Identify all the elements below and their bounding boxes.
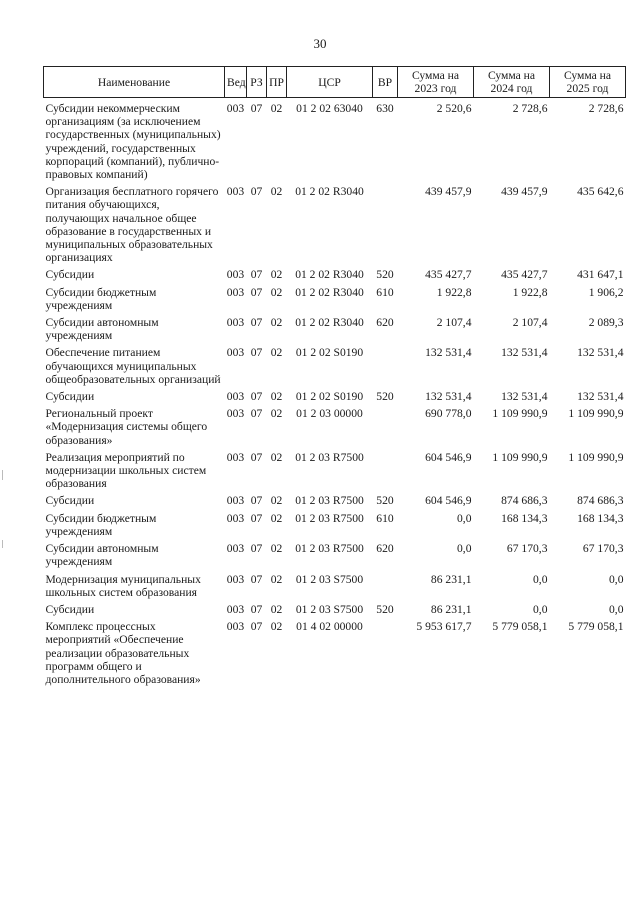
row-rz: 07 [250, 450, 263, 464]
row-pr: 02 [270, 102, 283, 115]
row-csr: 01 2 02 63040 [296, 102, 363, 115]
column-header-name: Наименование [44, 67, 225, 98]
row-ved: 003 [226, 602, 245, 616]
row-ved: 003 [226, 511, 245, 525]
row-name: Субсидии [45, 602, 95, 616]
row-vr [373, 573, 398, 599]
row-sum-2023: 0,0 [457, 542, 472, 556]
row-sum-2025: 2 089,3 [588, 316, 624, 330]
row-sum-2024: 67 170,3 [506, 542, 548, 556]
row-vr: 620 [376, 542, 394, 556]
row-rz: 07 [250, 346, 263, 360]
row-vr [373, 451, 398, 491]
column-header-vr: ВР [373, 67, 398, 98]
table-row [44, 102, 626, 181]
row-name: Субсидии [45, 390, 95, 404]
row-pr: 02 [270, 285, 283, 299]
row-rz: 07 [250, 285, 263, 299]
row-sum-2025: 1 109 990,9 [568, 450, 624, 464]
row-name: Субсидии [45, 494, 95, 508]
row-ved: 003 [226, 494, 245, 508]
row-sum-2024: 1 109 990,9 [492, 407, 548, 421]
row-rz: 07 [250, 511, 263, 525]
table-row [44, 346, 626, 386]
row-csr: 01 2 02 R3040 [295, 185, 364, 199]
row-sum-2025: 168 134,3 [577, 511, 624, 525]
row-sum-2024: 435 427,7 [501, 268, 548, 282]
row-pr: 02 [270, 572, 283, 586]
row-csr: 01 2 03 R7500 [295, 494, 364, 508]
row-vr: 520 [376, 602, 394, 616]
row-ved: 003 [226, 572, 245, 586]
row-sum-2024: 132 531,4 [501, 390, 548, 404]
row-name: Субсидии автономным учреждениям [45, 542, 159, 569]
row-rz: 07 [250, 102, 263, 115]
row-rz: 07 [250, 185, 263, 199]
row-sum-2024: 2 728,6 [512, 102, 548, 115]
row-pr: 02 [270, 390, 283, 404]
row-sum-2024: 874 686,3 [501, 494, 548, 508]
row-rz: 07 [250, 268, 263, 282]
row-vr [373, 407, 398, 447]
row-vr: 520 [376, 390, 394, 404]
table-row [44, 286, 626, 312]
table-row [44, 620, 626, 686]
row-rz: 07 [250, 620, 263, 634]
row-sum-2023: 86 231,1 [430, 572, 472, 586]
row-csr: 01 2 03 S7500 [295, 572, 364, 586]
row-sum-2023: 690 778,0 [425, 407, 472, 421]
row-rz: 07 [250, 390, 263, 404]
row-ved: 003 [226, 407, 245, 421]
row-ved: 003 [226, 542, 245, 556]
row-name: Субсидии бюджетным учреждениям [45, 511, 157, 538]
row-sum-2023: 86 231,1 [430, 602, 472, 616]
row-sum-2025: 431 647,1 [577, 268, 624, 282]
row-sum-2024: 168 134,3 [501, 511, 548, 525]
row-pr: 02 [270, 494, 283, 508]
row-sum-2025: 874 686,3 [577, 494, 624, 508]
row-name: Организация бесплатного горячего питания обучающихся, получающих начальное общее образование в государственных и муниципальных образовательных организациях [45, 185, 219, 265]
row-sum-2025: 2 728,6 [588, 102, 624, 115]
row-sum-2025: 0,0 [609, 602, 624, 616]
row-sum-2023: 0,0 [457, 511, 472, 525]
row-vr: 610 [376, 285, 394, 299]
row-sum-2025: 1 906,2 [588, 285, 624, 299]
row-csr: 01 2 03 R7500 [295, 542, 364, 556]
row-csr: 01 2 03 R7500 [295, 450, 364, 464]
row-name: Субсидии [45, 268, 95, 282]
table-body [44, 98, 626, 691]
row-vr [373, 346, 398, 386]
row-sum-2023: 2 107,4 [436, 316, 472, 330]
row-sum-2023: 439 457,9 [425, 185, 472, 199]
row-name: Обеспечение питанием обучающихся муниципальных общеобразовательных организаций [45, 346, 221, 386]
scan-artifact-mark [2, 540, 3, 548]
row-csr: 01 2 02 R3040 [295, 316, 364, 330]
row-sum-2024: 2 107,4 [512, 316, 548, 330]
table-row [44, 268, 626, 281]
column-header-sum-2023: Сумма на 2023 год [398, 67, 474, 98]
column-header-pr: ПР [267, 67, 287, 98]
row-ved: 003 [226, 620, 245, 634]
row-pr: 02 [270, 450, 283, 464]
row-pr: 02 [270, 268, 283, 282]
row-pr: 02 [270, 620, 283, 634]
row-pr: 02 [270, 542, 283, 556]
table-row [44, 390, 626, 403]
row-vr: 610 [376, 511, 394, 525]
column-header-sum-2025: Сумма на 2025 год [550, 67, 626, 98]
row-ved: 003 [226, 450, 245, 464]
row-sum-2025: 0,0 [609, 572, 624, 586]
row-csr: 01 2 02 S0190 [295, 390, 364, 404]
row-name: Модернизация муниципальных школьных систем образования [45, 572, 201, 599]
row-sum-2024: 439 457,9 [501, 185, 548, 199]
row-sum-2023: 5 953 617,7 [416, 620, 472, 634]
budget-table [43, 66, 626, 690]
row-vr [373, 620, 398, 686]
column-header-ved: Вед [225, 67, 247, 98]
row-name: Субсидии автономным учреждениям [45, 316, 159, 343]
row-csr: 01 2 03 00000 [296, 407, 363, 421]
row-pr: 02 [270, 316, 283, 330]
row-ved: 003 [226, 102, 245, 115]
row-name: Субсидии бюджетным учреждениям [45, 285, 157, 312]
row-sum-2025: 1 109 990,9 [568, 407, 624, 421]
row-sum-2025: 132 531,4 [577, 346, 624, 360]
row-sum-2024: 5 779 058,1 [492, 620, 548, 634]
row-sum-2023: 604 546,9 [425, 450, 472, 464]
row-sum-2023: 132 531,4 [425, 346, 472, 360]
table-row [44, 603, 626, 616]
row-sum-2025: 132 531,4 [577, 390, 624, 404]
row-vr: 520 [376, 268, 394, 282]
row-spacer-cell [44, 686, 626, 690]
row-csr: 01 2 03 S7500 [295, 602, 364, 616]
row-sum-2025: 5 779 058,1 [568, 620, 624, 634]
row-sum-2023: 1 922,8 [436, 285, 472, 299]
row-ved: 003 [226, 390, 245, 404]
table-row [44, 451, 626, 491]
row-rz: 07 [250, 494, 263, 508]
column-header-rz: РЗ [247, 67, 267, 98]
row-sum-2024: 132 531,4 [501, 346, 548, 360]
table-row [44, 316, 626, 342]
row-name: Комплекс процессных мероприятий «Обеспечение реализации образовательных программ общего и дополнительного образования» [45, 620, 201, 686]
row-ved: 003 [226, 346, 245, 360]
row-ved: 003 [226, 316, 245, 330]
row-rz: 07 [250, 542, 263, 556]
row-rz: 07 [250, 407, 263, 421]
row-sum-2024: 0,0 [533, 572, 548, 586]
row-ved: 003 [226, 285, 245, 299]
row-sum-2023: 604 546,9 [425, 494, 472, 508]
row-name: Региональный проект «Модернизация системы общего образования» [45, 407, 208, 447]
row-csr: 01 2 02 R3040 [295, 268, 364, 282]
table-row [44, 512, 626, 538]
table-row [44, 185, 626, 264]
row-sum-2023: 2 520,6 [436, 102, 472, 115]
row-rz: 07 [250, 316, 263, 330]
row-vr [373, 185, 398, 264]
row-sum-2024: 1 109 990,9 [492, 450, 548, 464]
column-header-csr: ЦСР [287, 67, 373, 98]
row-sum-2025: 67 170,3 [582, 542, 624, 556]
row-csr: 01 2 02 R3040 [295, 285, 364, 299]
row-spacer [44, 686, 626, 690]
row-csr: 01 4 02 00000 [296, 620, 363, 634]
scan-artifact-mark [2, 470, 3, 480]
row-sum-2024: 1 922,8 [512, 285, 548, 299]
table-row [44, 573, 626, 599]
row-vr: 520 [376, 494, 394, 508]
column-header-sum-2024: Сумма на 2024 год [474, 67, 550, 98]
row-pr: 02 [270, 185, 283, 199]
row-rz: 07 [250, 572, 263, 586]
row-ved: 003 [226, 185, 245, 199]
table-row [44, 407, 626, 447]
page-number: 30 [313, 36, 327, 51]
row-sum-2023: 132 531,4 [425, 390, 472, 404]
row-sum-2024: 0,0 [533, 602, 548, 616]
table-row [44, 494, 626, 507]
row-name: Реализация мероприятий по модернизации школьных систем образования [45, 450, 207, 491]
row-sum-2025: 435 642,6 [577, 185, 624, 199]
row-rz: 07 [250, 602, 263, 616]
row-vr: 620 [376, 316, 394, 330]
row-ved: 003 [226, 268, 245, 282]
row-pr: 02 [270, 407, 283, 421]
row-sum-2023: 435 427,7 [425, 268, 472, 282]
row-vr: 630 [376, 102, 394, 115]
row-csr: 01 2 02 S0190 [295, 346, 364, 360]
row-pr: 02 [270, 511, 283, 525]
row-pr: 02 [270, 346, 283, 360]
table-row [44, 542, 626, 568]
row-pr: 02 [270, 602, 283, 616]
row-name: Субсидии некоммерческим организациям (за исключением государственных (муниципальных) учреждений, государственных корпораций (компаний), публично-правовых компаний) [45, 102, 221, 182]
table-header-row [44, 67, 626, 98]
row-csr: 01 2 03 R7500 [295, 511, 364, 525]
